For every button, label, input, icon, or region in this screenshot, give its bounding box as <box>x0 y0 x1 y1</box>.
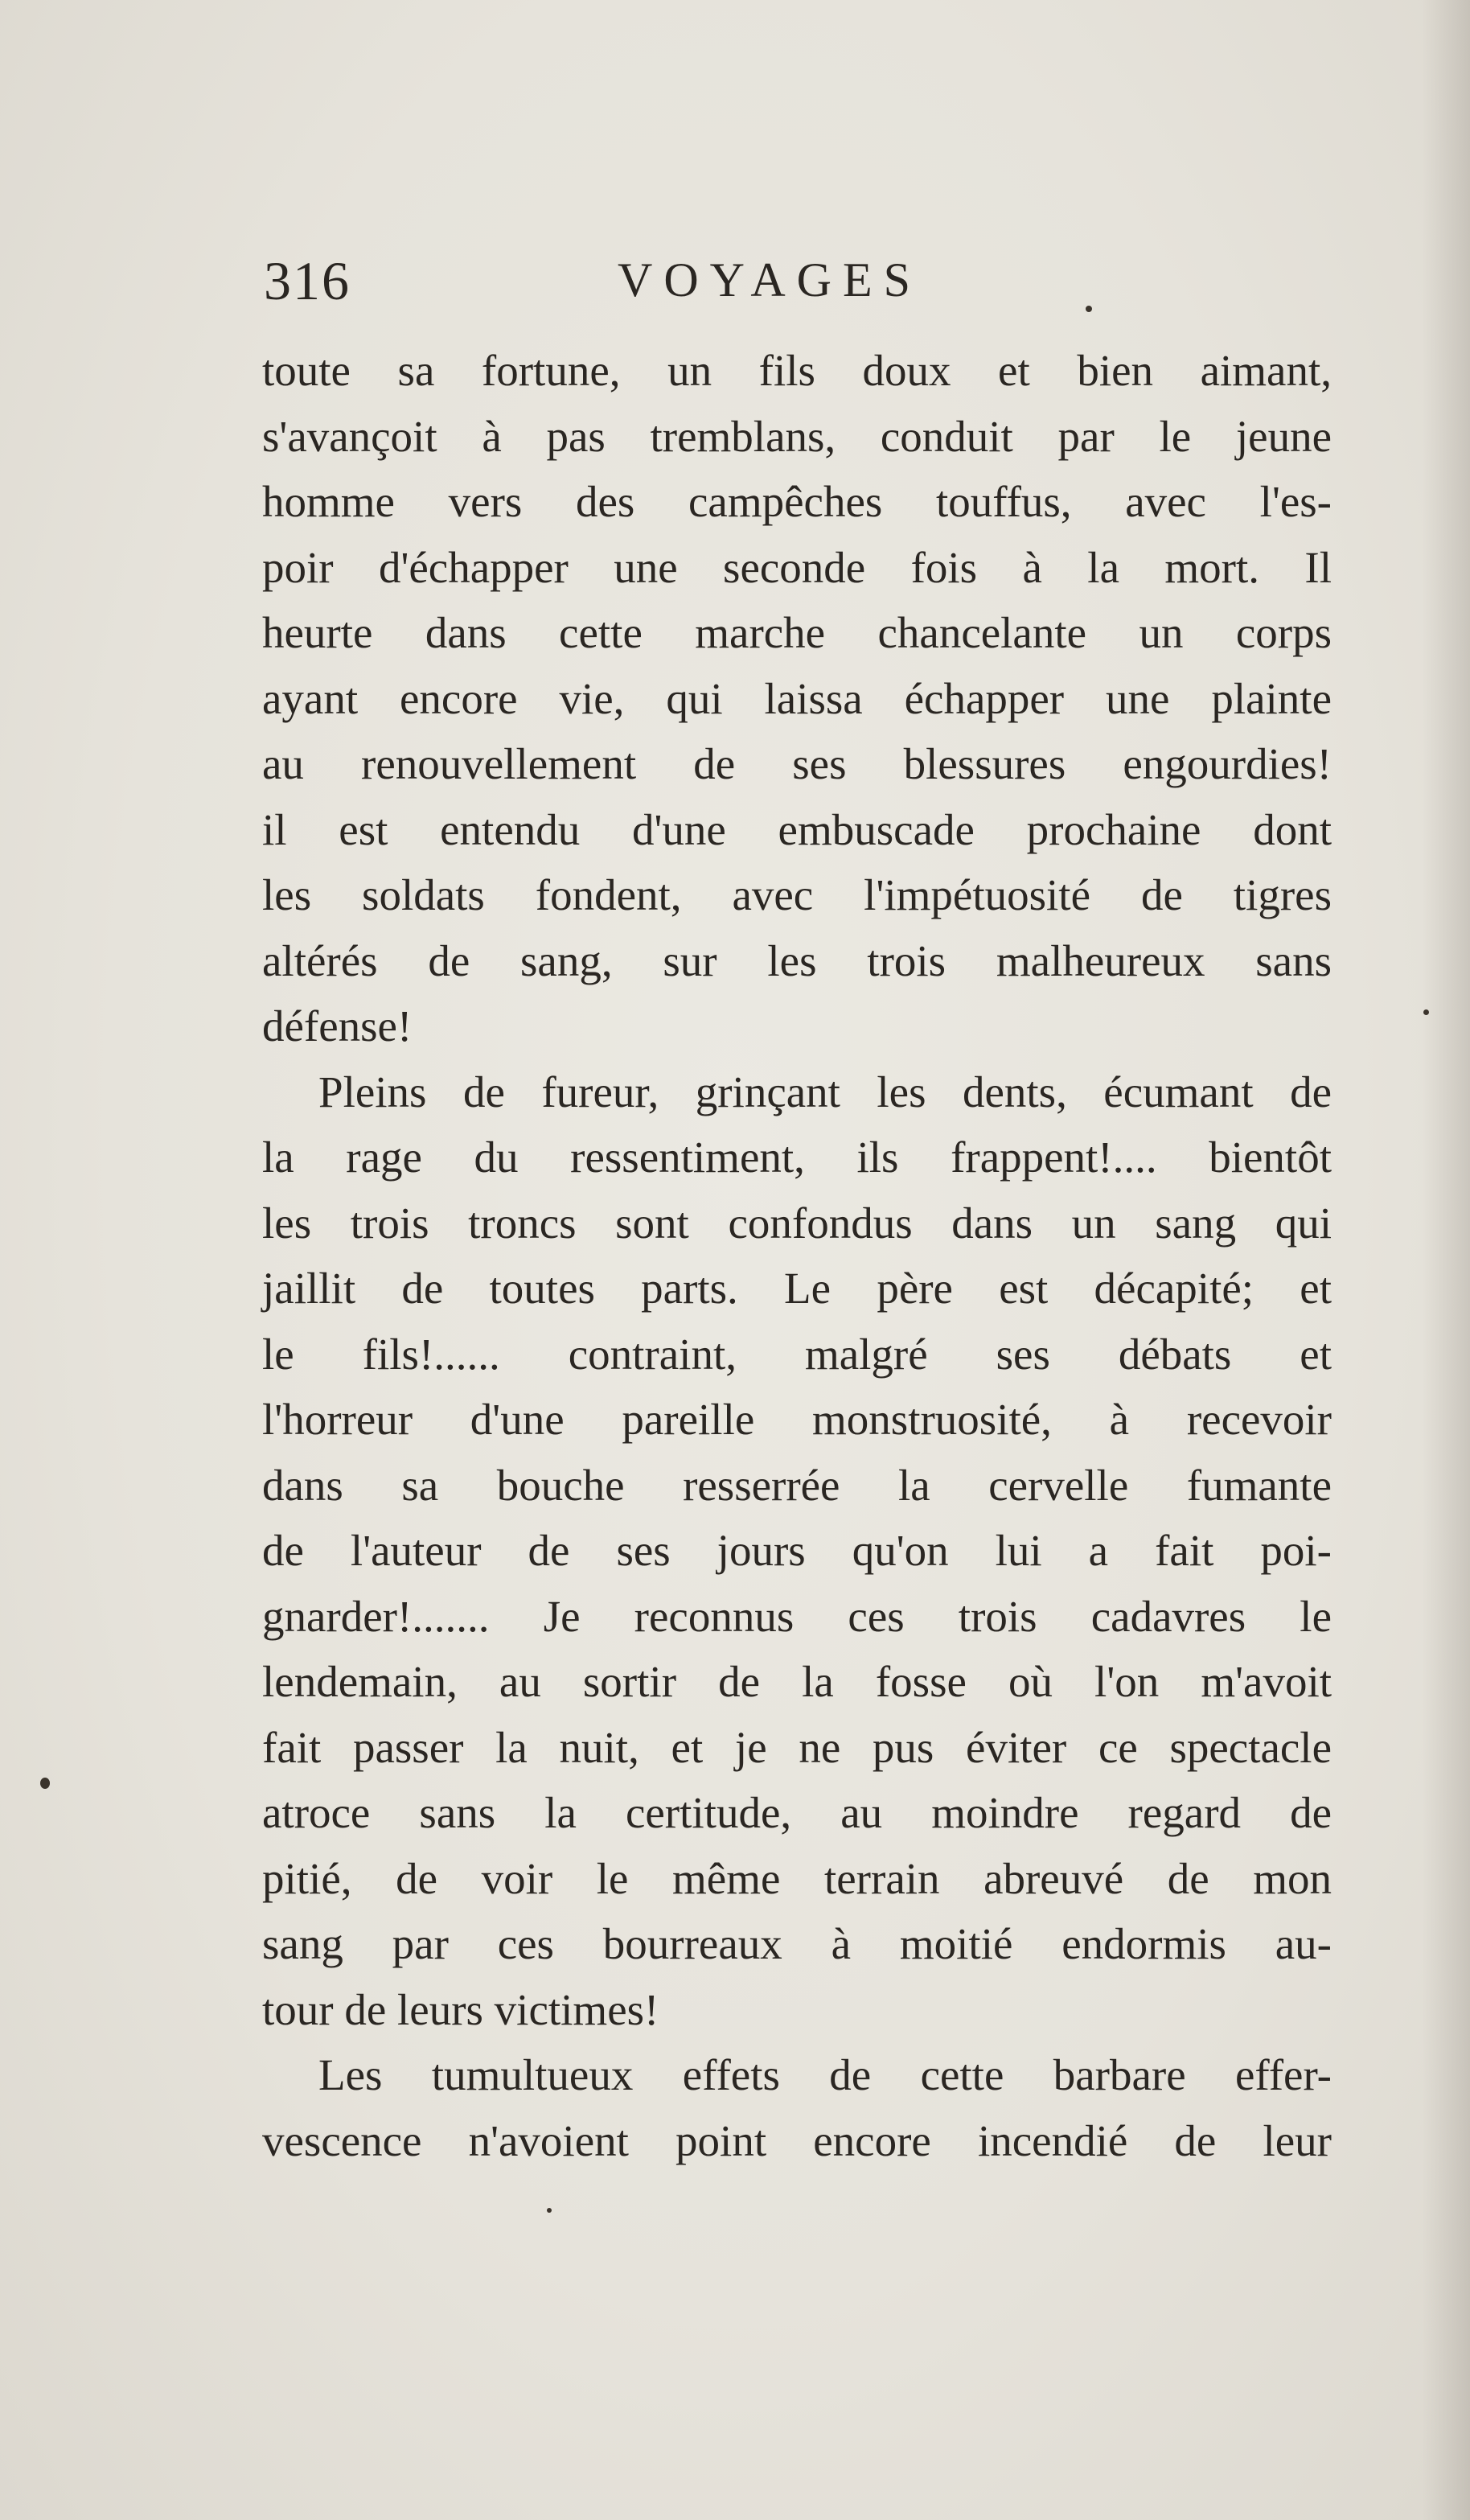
text-line: fait passer la nuit, et je ne pus éviter ce spectacle <box>262 1722 1332 1772</box>
text-line: poir d'échapper une seconde fois à la mort. Il <box>262 542 1332 592</box>
text-line: sang par ces bourreaux à moitié endormis au- <box>262 1919 1332 1968</box>
text-line: défense! <box>262 1001 413 1050</box>
text-line: pitié, de voir le même terrain abreuvé de mon <box>262 1853 1332 1903</box>
text-line: lendemain, au sortir de la fosse où l'on m'avoit <box>262 1657 1332 1706</box>
text-line: les trois troncs sont confondus dans un sang qui <box>262 1198 1332 1248</box>
ink-speck <box>547 2208 552 2213</box>
text-line: tour de leurs victimes! <box>262 1984 659 2034</box>
page-number: 316 <box>264 250 351 311</box>
text-line: le fils!...... contraint, malgré ses débats et <box>262 1329 1332 1379</box>
text-line: toute sa fortune, un fils doux et bien aimant, <box>262 346 1332 395</box>
text-line: heurte dans cette marche chancelante un corps <box>262 608 1332 657</box>
text-line: atroce sans la certitude, au moindre regard de <box>262 1788 1332 1837</box>
paragraph-start-line: Les tumultueux effets de cette barbare effer- <box>318 2050 1332 2099</box>
text-line: altérés de sang, sur les trois malheureux sans <box>262 935 1332 985</box>
text-line: jaillit de toutes parts. Le père est décapité; et <box>262 1264 1332 1313</box>
page-header <box>264 249 1333 338</box>
text-line: au renouvellement de ses blessures engourdies! <box>262 739 1332 788</box>
text-line: il est entendu d'une embuscade prochaine dont <box>262 804 1332 854</box>
text-line: la rage du ressentiment, ils frappent!.... bientôt <box>262 1133 1332 1182</box>
ink-speck <box>40 1778 50 1789</box>
body-text <box>262 338 1332 2173</box>
running-title: VOYAGES <box>618 253 922 306</box>
text-line: homme vers des campêches touffus, avec l'es- <box>262 477 1332 526</box>
text-line: dans sa bouche resserrée la cervelle fumante <box>262 1460 1332 1510</box>
text-line: vescence n'avoient point encore incendié de leur <box>262 2115 1332 2165</box>
ink-speck <box>1086 306 1092 312</box>
text-line: de l'auteur de ses jours qu'on lui a fait poi- <box>262 1526 1332 1575</box>
text-line: s'avançoit à pas tremblans, conduit par le jeune <box>262 411 1332 461</box>
text-line: ayant encore vie, qui laissa échapper une plainte <box>262 673 1332 723</box>
text-line: gnarder!....... Je reconnus ces trois cadavres le <box>262 1591 1332 1641</box>
page-edge-shadow <box>1422 0 1470 2520</box>
paragraph-start-line: Pleins de fureur, grinçant les dents, écumant de <box>318 1067 1332 1116</box>
text-line: l'horreur d'une pareille monstruosité, à recevoir <box>262 1395 1332 1444</box>
text-line: les soldats fondent, avec l'impétuosité de tigres <box>262 870 1332 919</box>
